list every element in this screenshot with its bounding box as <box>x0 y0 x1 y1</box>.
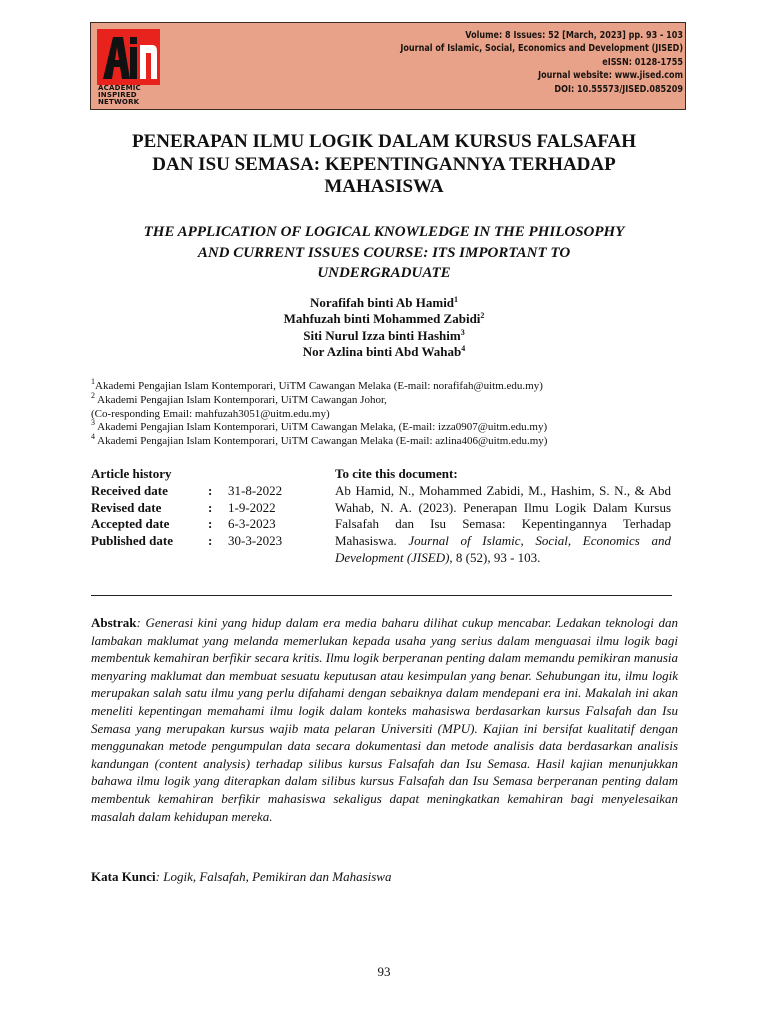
title-line: MAHASISWA <box>324 176 444 197</box>
abstract-body: Generasi kini yang hidup dalam era media baharu dilihat cukup mencabar. Ledakan teknologi dan lambakan maklumat yang melanda memerlukan kepada usaha yang serius dalam menguasai ilmu logik bagi membentuk kemahiran berfikir secara kritis. Ilmu logik berperanan penting dalam memandu pemikiran manusia menyaring maklumat dan membuat sesuatu keputusan atau kesimpulan yang benar. Sehubungan itu, ilmu logik merupakan salah satu ilmu yang perlu difahami dengan sebaiknya dalam mendepani era ini. Makalah ini akan meneliti kepentingan memahami ilmu logik dalam konteks mahasiswa berdasarkan kursus Falsafah dan Isu Semasa yang merupakan kursus wajib mata pelaran Universiti (MPU). Kajian ini bersifat kualitatif dengan menggunakan metode pengumpulan data secara dokumentasi dan metode analisis data berdasarkan analisis kandungan (content analysis) terhadap silibus kursus Falsafah dan Isu Semasa. Hasil kajian menunjukkan bahawa ilmu logik yang diterapkan dalam silibus kursus Falsafah dan Isu Semasa berperanan penting dalam membentuk kemahiran berfikir mahasiswa sekaligus dapat meningkatkan kemahiran bagi menyelesaikan masalah dalam kehidupan mereka. <box>91 615 678 824</box>
ain-logo-icon <box>97 29 160 85</box>
history-label: Received date <box>91 482 168 498</box>
history-value: 31-8-2022 <box>228 482 283 498</box>
affiliation-list <box>91 377 691 449</box>
history-colon: : <box>208 533 213 549</box>
title-line: AND CURRENT ISSUES COURSE: ITS IMPORTANT TO <box>197 244 571 261</box>
affiliation-number: 2 <box>91 390 95 400</box>
author-affiliation-number: 1 <box>454 295 459 304</box>
author-name: Norafifah binti Ab Hamid <box>309 295 455 310</box>
affiliation <box>91 418 691 435</box>
history-colon: : <box>208 499 213 515</box>
history-label: Accepted date <box>91 516 170 532</box>
eissn-line: eISSN: 0128-1755 <box>602 56 683 68</box>
affiliation-text: Akademi Pengajian Islam Kontemporari, UiTM Cawangan Johor, <box>95 393 387 406</box>
paper-title-malay <box>84 131 684 199</box>
history-colon: : <box>208 516 213 532</box>
history-value: 30-3-2023 <box>228 533 283 549</box>
abstract <box>91 614 678 825</box>
affiliation-text: Akademi Pengajian Islam Kontemporari, UiTM Cawangan Melaka, (E-mail: <box>95 421 439 434</box>
history-value: 6-3-2023 <box>228 516 276 532</box>
title-line: DAN ISU SEMASA: KEPENTINGANNYA TERHADAP <box>152 153 616 175</box>
website-line[interactable]: Journal website: www.jised.com <box>538 70 683 82</box>
author-name: Mahfuzah binti Mohammed Zabidi <box>283 311 481 327</box>
history-value: 1-9-2022 <box>228 499 276 515</box>
affiliation-text: Akademi Pengajian Islam Kontemporari, UiTM Cawangan Melaka (E-mail: <box>95 435 436 448</box>
author <box>84 328 684 344</box>
email-link[interactable]: azlina406@uitm.edu.my <box>435 435 544 448</box>
author-affiliation-number: 2 <box>480 311 485 321</box>
history-label: Published date <box>91 533 173 549</box>
page-number: 93 <box>377 964 391 979</box>
citation-part: , 8 (52), 93 - 103. <box>449 549 541 565</box>
title-line: THE APPLICATION OF LOGICAL KNOWLEDGE IN THE PHILOSOPHY <box>143 224 625 240</box>
affiliation-text: Akademi Pengajian Islam Kontemporari, UiTM Cawangan Melaka (E-mail: <box>95 380 434 392</box>
journal-logo <box>97 29 161 107</box>
title-line: PENERAPAN ILMU LOGIK DALAM KURSUS FALSAFAH <box>131 131 637 152</box>
abstract-label: Abstrak <box>91 615 137 630</box>
history-row <box>91 483 331 500</box>
article-history <box>91 466 331 550</box>
keywords-body: Logik, Falsafah, Pemikiran dan Mahasiswa <box>163 869 392 884</box>
author-affiliation-number: 3 <box>460 327 465 337</box>
keywords <box>91 868 678 886</box>
affiliation-number: 1 <box>91 377 95 386</box>
affiliation-tail: ) <box>543 421 548 434</box>
author-affiliation-number: 4 <box>461 343 466 353</box>
history-row <box>91 516 331 533</box>
abstract-colon: : <box>136 615 146 630</box>
author <box>84 295 684 311</box>
journal-name-line: Journal of Islamic, Social, Economics and Development (JISED) <box>400 43 683 55</box>
email-link[interactable]: norafifah@uitm.edu.my <box>433 380 540 392</box>
history-row <box>91 533 331 550</box>
affiliation <box>91 377 691 394</box>
citation-part: Ab Hamid, N., Mohammed Zabidi, M., Hashim, S. N., & Abd Wahab, N. A. (2023). Penerapan Ilmu Logik Dalam Kursus Falsafah dan Isu Semasa: Kepentingannya Terhadap Mahasiswa. <box>335 482 671 549</box>
email-link[interactable]: mahfuzah3051@uitm.edu.my <box>194 407 326 420</box>
affiliation-tail: ) <box>325 407 330 420</box>
affiliation-tail: ) <box>539 380 543 392</box>
email-link[interactable]: izza0907@uitm.edu.my <box>438 421 544 434</box>
history-heading: Article history <box>91 466 172 481</box>
affiliation <box>91 408 691 422</box>
history-colon: : <box>208 482 213 498</box>
volume-line: Volume: 8 Issues: 52 [March, 2023] pp. 93 - 103 <box>465 30 683 41</box>
logo-caption-line: INSPIRED <box>98 91 137 99</box>
citation-heading: To cite this document: <box>335 466 458 481</box>
section-divider <box>91 595 672 596</box>
author <box>84 311 684 327</box>
affiliation-number: 4 <box>91 432 95 442</box>
author-name: Siti Nurul Izza binti Hashim <box>303 327 461 343</box>
citation-block <box>335 466 671 567</box>
history-row <box>91 500 331 517</box>
author <box>84 344 684 360</box>
history-label: Revised date <box>91 499 162 515</box>
paper-title-english <box>84 222 684 284</box>
keywords-colon: : <box>155 869 164 884</box>
affiliation-tail: ) <box>543 435 548 448</box>
logo-caption-line: ACADEMIC <box>98 84 141 92</box>
author-name: Nor Azlina binti Abd Wahab <box>302 343 462 359</box>
title-line: UNDERGRADUATE <box>317 265 451 281</box>
affiliation-text: (Co-responding Email: <box>91 407 195 420</box>
affiliation <box>91 432 691 449</box>
journal-info <box>322 29 683 96</box>
logo-caption-line: NETWORK <box>98 98 140 106</box>
citation-journal: Journal of Islamic, Social, Economics and Development (JISED) <box>335 533 671 565</box>
keywords-label: Kata Kunci <box>91 869 156 884</box>
history-heading-row <box>91 466 331 483</box>
affiliation-number: 3 <box>91 418 95 428</box>
logo-caption <box>98 85 162 106</box>
affiliation <box>91 390 691 408</box>
doi-line[interactable]: DOI: 10.55573/JISED.085209 <box>554 83 683 95</box>
author-list <box>84 295 684 360</box>
citation-text <box>335 483 671 567</box>
